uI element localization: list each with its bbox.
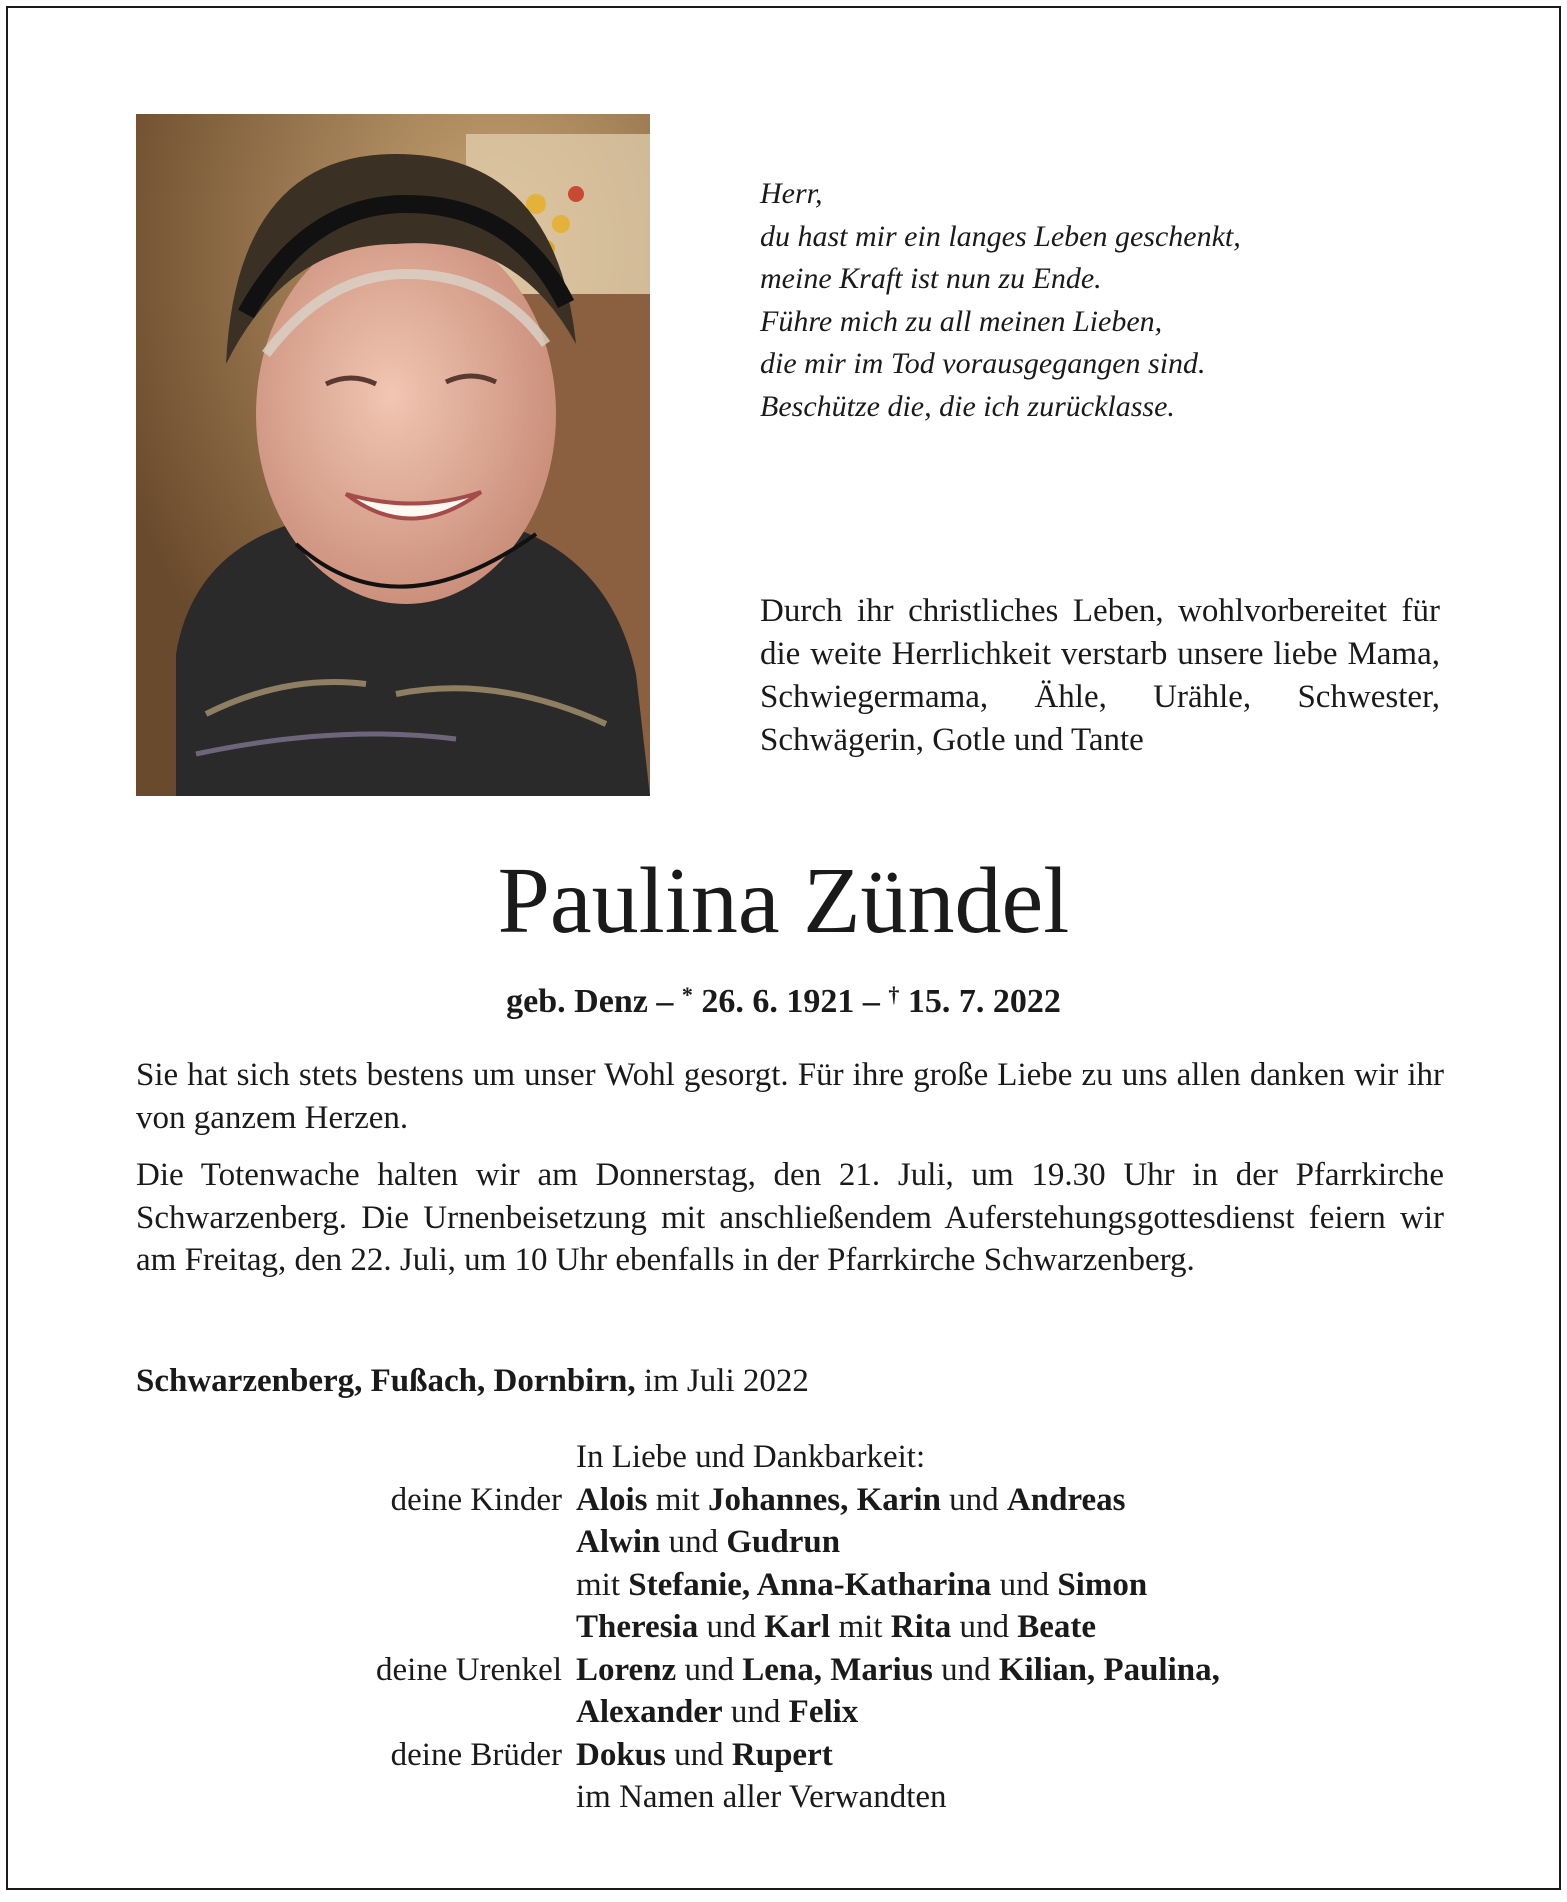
family-member: Beate <box>1017 1609 1097 1645</box>
born-name: geb. Denz <box>506 983 648 1020</box>
family-member: Rupert <box>731 1736 833 1773</box>
family-heading: In Liebe und Dankbarkeit: <box>576 1439 926 1475</box>
family-member: Gudrun <box>726 1524 841 1560</box>
obituary-notice <box>6 6 1561 1890</box>
family-member: Lena, Marius <box>742 1651 933 1688</box>
intro-paragraph: Durch ihr christliches Leben, wohlvorbereitet für die weite Herrlichkeit verstarb unsere liebe Mama, Schwiegermama, Ähle, Urähle, Schwester, Schwägerin, Gotle und Tante <box>760 593 1440 758</box>
family-member: Andreas <box>1006 1481 1126 1518</box>
prayer-verse: Herr, du hast mir ein langes Leben geschenkt, meine Kraft ist nun zu Ende. Führe mich zu all meinen Lieben, die mir im Tod vorausgegangen sind. Beschütze die, die ich zurücklasse. <box>760 177 1241 423</box>
birth-symbol: * <box>681 982 693 1007</box>
notice-date: im Juli 2022 <box>643 1363 809 1399</box>
life-dates <box>8 972 1559 1025</box>
family-closing: im Namen aller Verwandten <box>576 1779 947 1815</box>
death-date: 15. 7. 2022 <box>907 983 1061 1020</box>
family-row: Theresia und Karl mit Rita und Beate <box>576 1609 1097 1645</box>
label-greatgrandchildren: deine Urenkel <box>376 1651 562 1688</box>
separator-dash: – <box>862 983 880 1020</box>
family-closing-row <box>8 1776 1563 1819</box>
family-list <box>8 1436 1563 1819</box>
deceased-name: Paulina Zündel <box>497 849 1070 953</box>
family-member: Rita <box>890 1609 952 1645</box>
family-heading-row <box>8 1436 1563 1479</box>
portrait-illustration <box>136 114 650 796</box>
family-member: Theresia <box>576 1609 699 1645</box>
family-member: Karl <box>764 1609 831 1645</box>
family-member: Alois <box>576 1481 648 1518</box>
birth-date: 26. 6. 1921 <box>701 983 855 1020</box>
family-member: Alexander <box>576 1694 723 1730</box>
family-member: Alwin <box>576 1524 661 1560</box>
services-paragraph: Die Totenwache halten wir am Donnerstag, den 21. Juli, um 19.30 Uhr in der Pfarrkirche Schwarzenberg. Die Urnenbeisetzung mit anschließendem Auferstehungsgottesdienst feiern wir am Freitag, den 22. Juli, um 10 Uhr ebenfalls in der Pfarrkirche Schwarzenberg. <box>136 1157 1444 1278</box>
family-row: deine Urenkel Lorenz und Lena, Marius und Kilian, Paulina, <box>8 1649 1563 1692</box>
places-line <box>136 1360 809 1402</box>
family-row: mit Stefanie, Anna-Katharina und Simon <box>576 1566 1148 1603</box>
portrait-photo <box>136 114 650 796</box>
family-member: Felix <box>788 1694 859 1730</box>
family-member: Simon <box>1057 1566 1148 1603</box>
family-member: Johannes, Karin <box>708 1481 941 1518</box>
death-symbol: † <box>888 982 900 1007</box>
separator-dash: – <box>656 983 674 1020</box>
family-member: Lorenz <box>576 1651 677 1688</box>
family-row: deine Kinder Alois mit Johannes, Karin und Andreas <box>8 1479 1563 1522</box>
family-member: Dokus <box>576 1736 666 1773</box>
family-member: Kilian, Paulina, <box>998 1651 1220 1688</box>
thanks-paragraph: Sie hat sich stets bestens um unser Wohl gesorgt. Für ihre große Liebe zu uns allen danken wir ihr von ganzem Herzen. <box>136 1057 1444 1136</box>
label-children: deine Kinder <box>390 1481 562 1518</box>
label-brothers: deine Brüder <box>390 1736 562 1773</box>
family-member: Stefanie, Anna-Katharina <box>628 1566 992 1603</box>
family-row: Alexander und Felix <box>576 1694 859 1730</box>
family-row: deine Brüder Dokus und Rupert <box>8 1734 1563 1777</box>
towns: Schwarzenberg, Fußach, Dornbirn, <box>136 1363 636 1399</box>
family-row: Alwin und Gudrun <box>576 1524 841 1560</box>
